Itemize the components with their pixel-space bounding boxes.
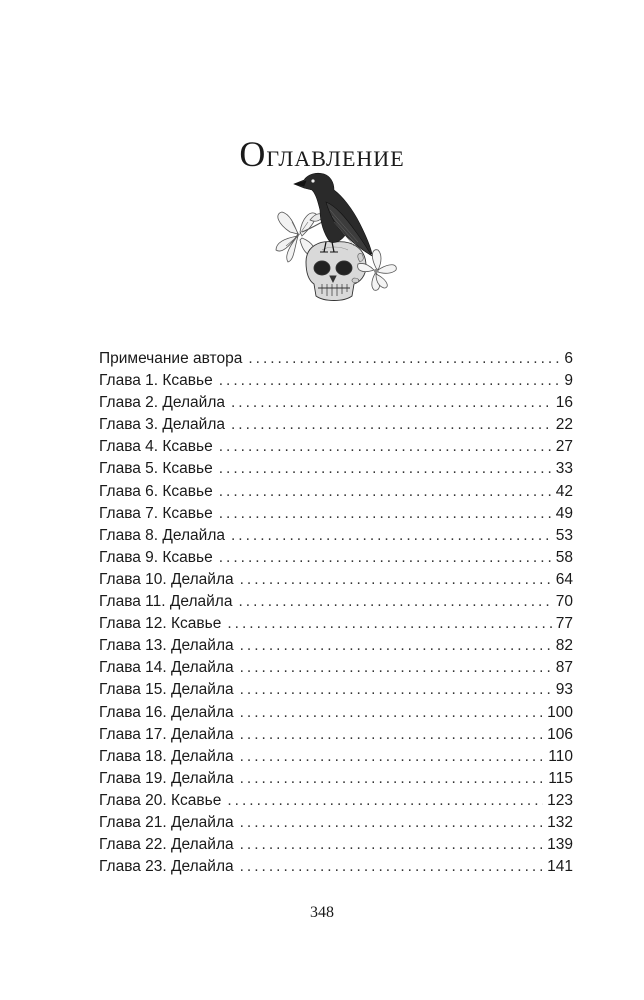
toc-entry[interactable] [99, 569, 573, 591]
toc-entry[interactable] [99, 591, 573, 613]
toc-entry-page: 70 [555, 593, 573, 611]
toc-entry[interactable] [99, 724, 573, 746]
toc-entry[interactable] [99, 790, 573, 812]
toc-entry-label: Глава 14. Делайла [99, 659, 234, 677]
toc-entry[interactable] [99, 481, 573, 503]
dot-leader [219, 503, 552, 525]
toc-entry[interactable] [99, 613, 573, 635]
toc-entry-label: Глава 9. Ксавье [99, 548, 213, 566]
table-of-contents [99, 348, 573, 878]
dot-leader [219, 436, 552, 458]
toc-entry[interactable] [99, 525, 573, 547]
toc-entry-page: 49 [555, 504, 573, 522]
toc-entry[interactable] [99, 348, 573, 370]
toc-entry-page: 141 [547, 858, 573, 876]
dot-leader [240, 679, 552, 701]
toc-entry-label: Глава 3. Делайла [99, 416, 225, 434]
toc-entry[interactable] [99, 635, 573, 657]
toc-entry-page: 82 [555, 637, 573, 655]
toc-entry[interactable] [99, 547, 573, 569]
dot-leader [227, 790, 543, 812]
toc-entry-label: Глава 22. Делайла [99, 836, 234, 854]
toc-entry-label: Глава 11. Делайла [99, 593, 233, 611]
dot-leader [248, 348, 560, 370]
toc-entry-label: Глава 18. Делайла [99, 747, 234, 765]
toc-entry[interactable] [99, 436, 573, 458]
dot-leader [227, 613, 551, 635]
toc-entry-label: Глава 21. Делайла [99, 813, 234, 831]
toc-entry-page: 6 [564, 350, 573, 367]
toc-entry-page: 58 [555, 548, 573, 566]
dot-leader [219, 458, 552, 480]
raven-on-skull-with-lilies-icon [272, 162, 400, 312]
toc-entry-label: Глава 2. Делайла [99, 394, 225, 412]
dot-leader [238, 591, 551, 613]
dot-leader [231, 525, 552, 547]
toc-entry-label: Глава 1. Ксавье [99, 372, 213, 390]
page-number: 348 [310, 904, 334, 921]
toc-entry[interactable] [99, 657, 573, 679]
toc-entry[interactable] [99, 746, 573, 768]
toc-entry-label: Глава 23. Делайла [99, 858, 234, 876]
dot-leader [240, 834, 544, 856]
toc-entry[interactable] [99, 702, 573, 724]
toc-entry-page: 42 [555, 482, 573, 500]
toc-entry-page: 22 [555, 416, 573, 434]
dot-leader [240, 569, 552, 591]
toc-entry-page: 87 [555, 659, 573, 677]
dot-leader [240, 657, 552, 679]
toc-entry[interactable] [99, 414, 573, 436]
dot-leader [219, 370, 561, 392]
toc-entry-label: Глава 19. Делайла [99, 769, 234, 787]
toc-entry-label: Глава 17. Делайла [99, 725, 234, 743]
toc-entry[interactable] [99, 856, 573, 878]
toc-entry[interactable] [99, 834, 573, 856]
toc-entry[interactable] [99, 679, 573, 701]
dot-leader [240, 724, 544, 746]
toc-entry-page: 100 [547, 703, 573, 721]
toc-entry-label: Глава 20. Ксавье [99, 791, 222, 809]
dot-leader [240, 856, 544, 878]
toc-entry-page: 27 [555, 438, 573, 456]
toc-entry-label: Глава 7. Ксавье [99, 504, 213, 522]
dot-leader [219, 547, 552, 569]
toc-entry-page: 77 [555, 615, 573, 633]
toc-entry[interactable] [99, 768, 573, 790]
toc-entry[interactable] [99, 392, 573, 414]
toc-entry-page: 106 [547, 725, 573, 743]
toc-entry-page: 115 [548, 769, 573, 787]
toc-entry-page: 110 [548, 747, 573, 765]
raven-skull-illustration [272, 162, 400, 312]
dot-leader [240, 702, 544, 724]
toc-entry-label: Глава 16. Делайла [99, 703, 234, 721]
dot-leader [231, 414, 552, 436]
toc-entry-page: 93 [555, 681, 573, 699]
dot-leader [219, 481, 552, 503]
toc-entry-label: Глава 4. Ксавье [99, 438, 213, 456]
toc-entry-page: 139 [547, 836, 573, 854]
toc-entry-page: 16 [555, 394, 573, 412]
toc-entry-page: 64 [555, 570, 573, 588]
toc-entry-label: Глава 5. Ксавье [99, 460, 213, 478]
toc-entry[interactable] [99, 370, 573, 392]
toc-entry-page: 33 [555, 460, 573, 478]
toc-entry[interactable] [99, 812, 573, 834]
toc-entry-label: Глава 15. Делайла [99, 681, 234, 699]
toc-entry-label: Примечание автора [99, 350, 243, 367]
page-title-first-letter: О [239, 133, 267, 174]
toc-entry-page: 132 [547, 813, 573, 831]
dot-leader [240, 746, 545, 768]
toc-entry-label: Глава 12. Ксавье [99, 615, 222, 633]
toc-entry-page: 123 [547, 791, 573, 809]
toc-entry-label: Глава 13. Делайла [99, 637, 234, 655]
toc-entry[interactable] [99, 458, 573, 480]
toc-entry-label: Глава 6. Ксавье [99, 482, 213, 500]
toc-entry-page: 53 [555, 526, 573, 544]
page-title-rest: главление [266, 137, 405, 173]
toc-entry-label: Глава 10. Делайла [99, 570, 234, 588]
dot-leader [240, 812, 544, 834]
dot-leader [240, 635, 552, 657]
toc-entry-page: 9 [564, 372, 573, 390]
dot-leader [231, 392, 552, 414]
toc-entry-label: Глава 8. Делайла [99, 526, 225, 544]
dot-leader [240, 768, 545, 790]
toc-entry[interactable] [99, 503, 573, 525]
